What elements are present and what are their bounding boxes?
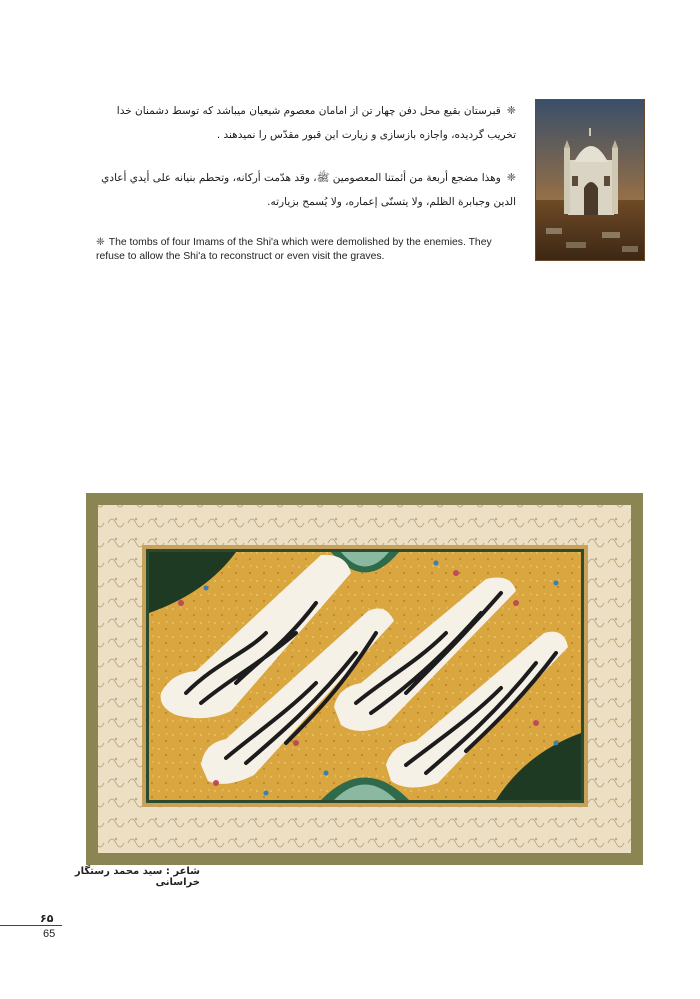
page-number-persian: ۶۵ — [40, 912, 54, 925]
arabic-text: وهذا مضجع أربعة من أئمتنا المعصومين ﷺ، وقد هدّمت أركانه، وتحطم بنيانه على أيدي أعادي الدين وجبابرة الظلم، ولا يتسنّى إعماره، ولا يُسمح بزيارته. — [101, 172, 516, 208]
english-paragraph — [96, 236, 516, 264]
paragraph-bullet-icon: ❈ — [506, 104, 516, 117]
persian-paragraph — [96, 99, 516, 147]
shrine-painting — [535, 99, 645, 261]
poet-caption: شاعر : سید محمد رستگار خراسانی — [74, 866, 200, 888]
paragraph-bullet-icon: ❈ — [96, 237, 105, 248]
calligraphy-panel — [86, 493, 643, 865]
page-number: 65 — [43, 928, 56, 940]
arabic-paragraph — [96, 166, 516, 214]
paragraph-bullet-icon: ❈ — [506, 171, 516, 184]
english-text: The tombs of four Imams of the Shi'a which were demolished by the enemies. They refuse to allow the Shi'a to reconstruct or even visit the graves. — [96, 237, 492, 262]
page-number-rule — [0, 925, 62, 926]
persian-text: قبرستان بقیع محل دفن چهار تن از امامان معصوم شیعیان میباشد که توسط دشمنان خدا تخریب گردیده، واجازه بازسازی و زیارت این قبور مقدّس را نمیدهند . — [116, 105, 516, 141]
